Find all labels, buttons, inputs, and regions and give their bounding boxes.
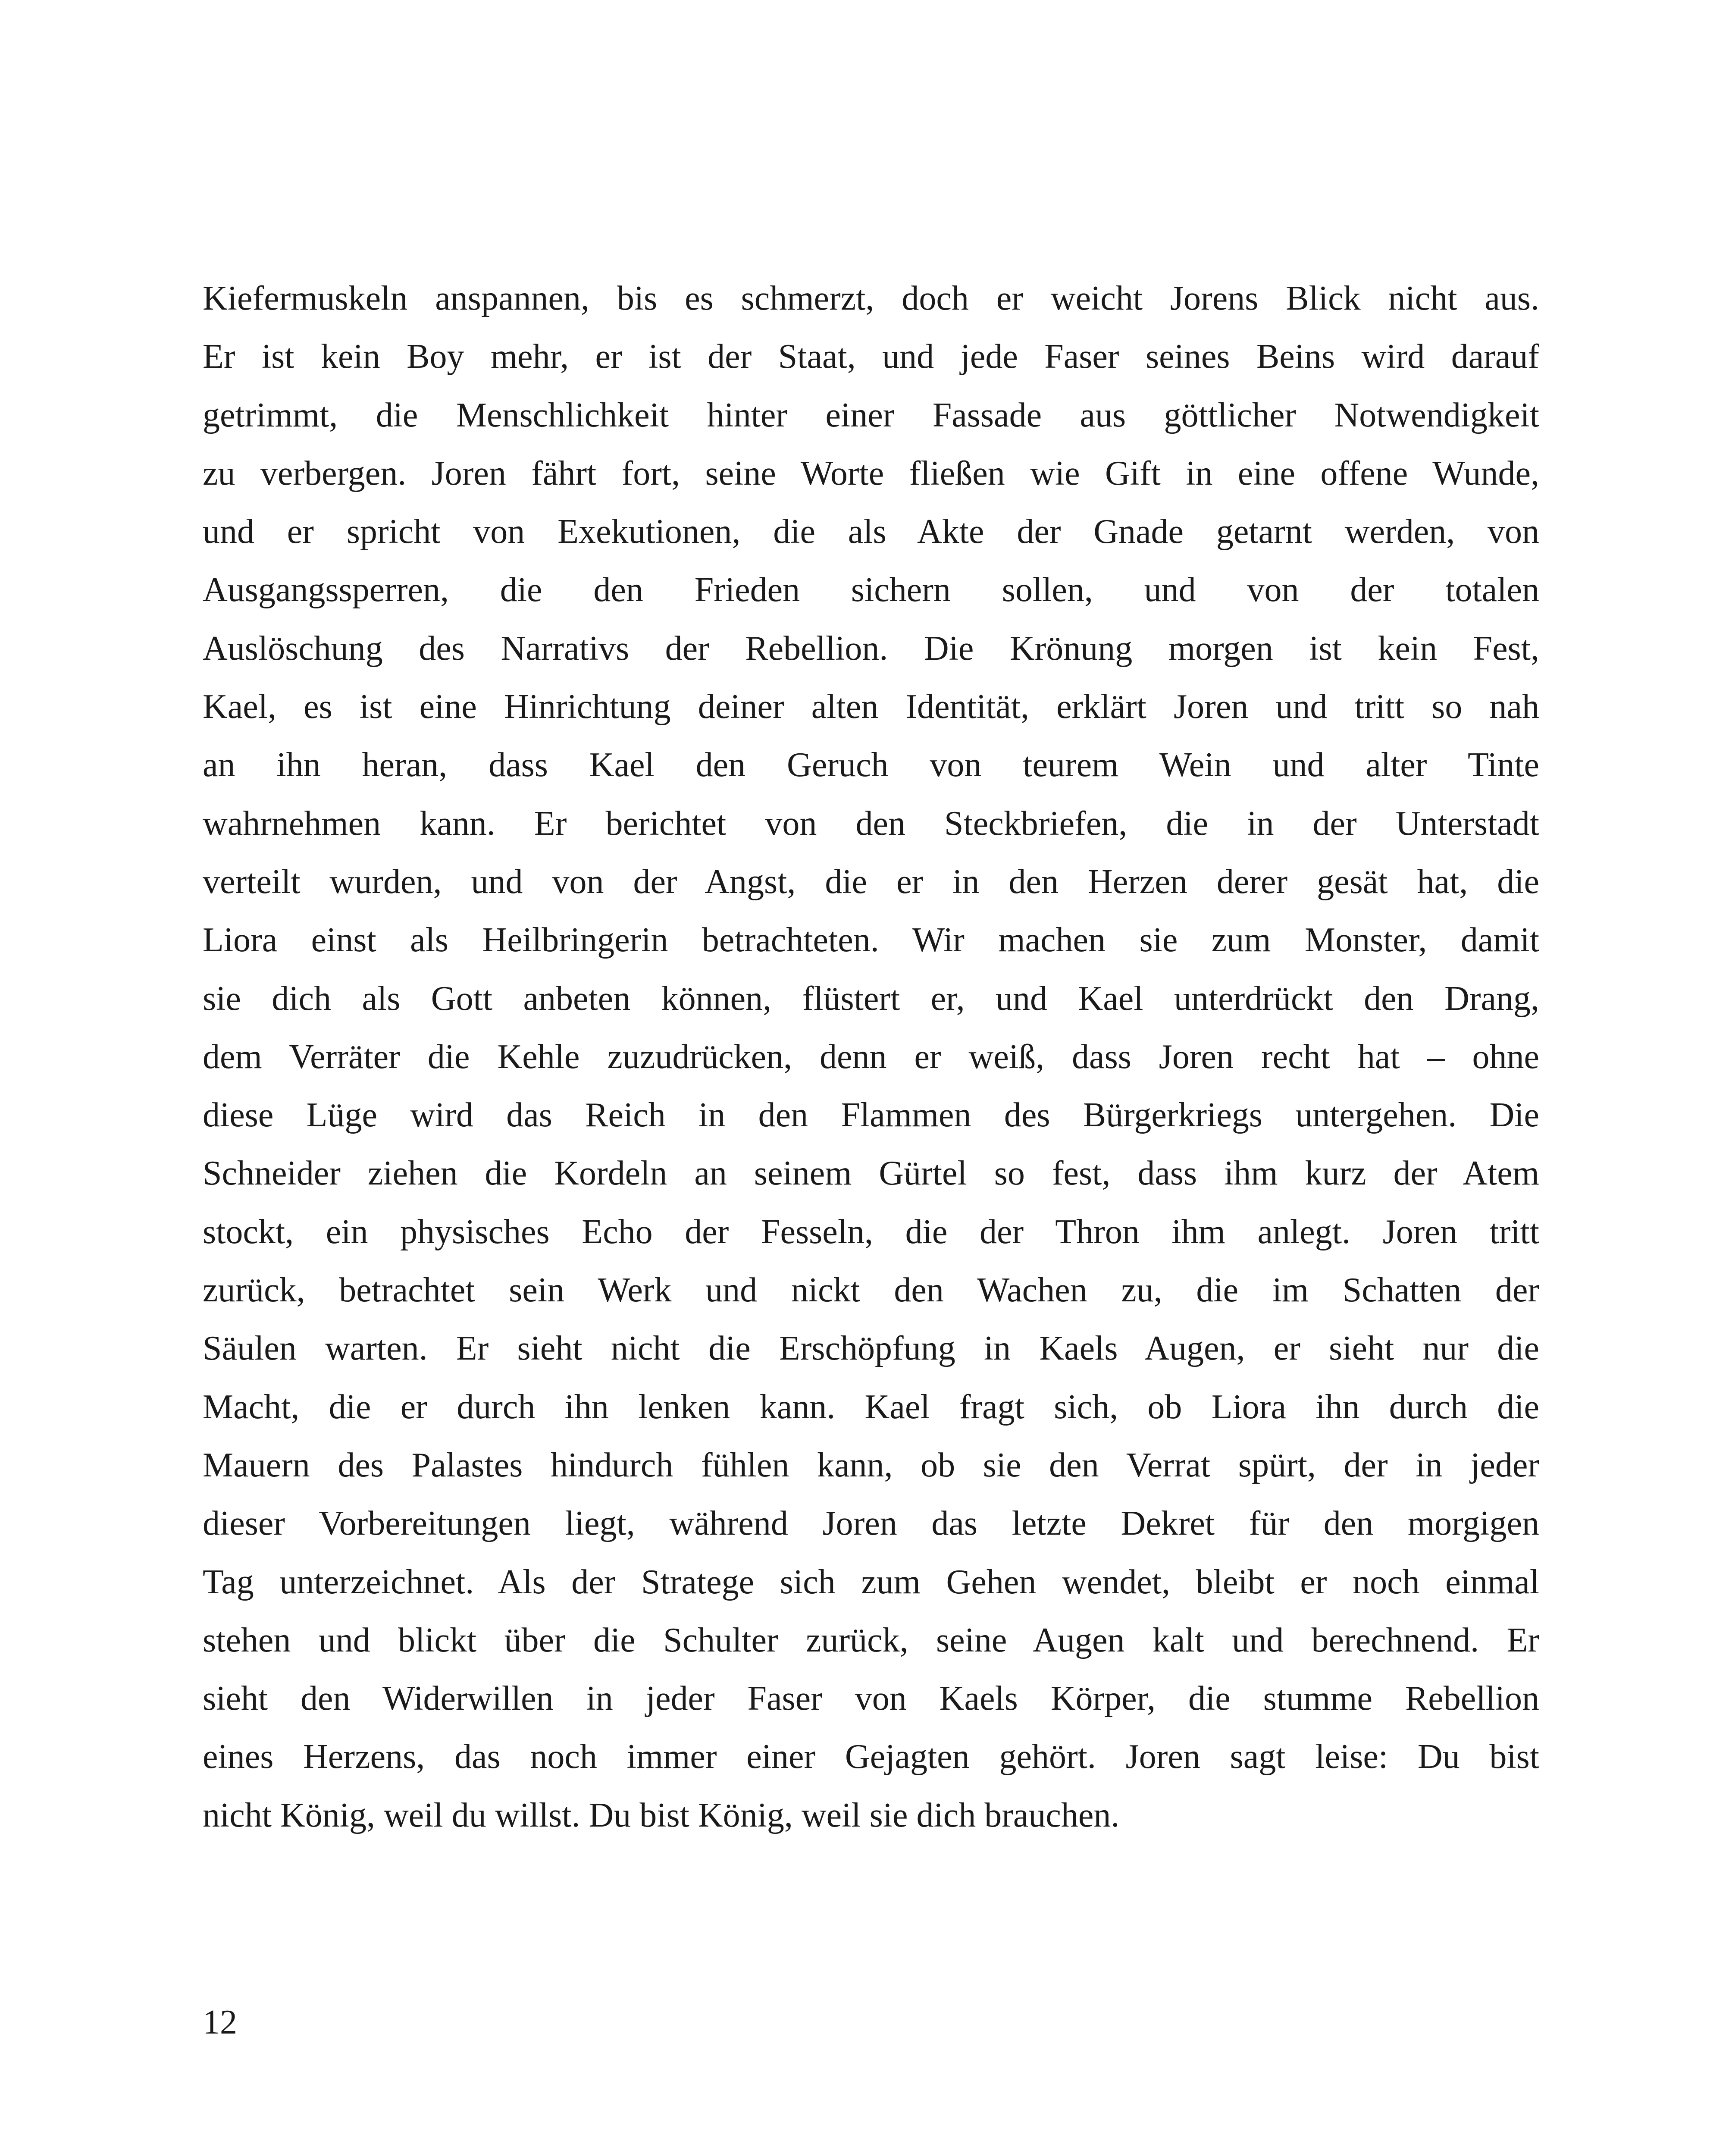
text-line: verteilt wurden, und von der Angst, die er in den Herzen derer gesät hat, die [203,862,1539,901]
text-line: eines Herzens, das noch immer einer Gejagten gehört. Joren sagt leise: Du bist [203,1738,1539,1776]
text-line: Säulen warten. Er sieht nicht die Erschöpfung in Kaels Augen, er sieht nur die [203,1329,1539,1368]
page-number: 12 [203,2003,237,2041]
text-line: Kiefermuskeln anspannen, bis es schmerzt, doch er weicht Jorens Blick nicht aus. [203,279,1539,317]
text-line: stehen und blickt über die Schulter zurück, seine Augen kalt und berechnend. Er [203,1621,1539,1659]
text-line: getrimmt, die Menschlichkeit hinter einer Fassade aus göttlicher Notwendigkeit [203,396,1539,434]
text-line: stockt, ein physisches Echo der Fesseln, die der Thron ihm anlegt. Joren tritt [203,1213,1539,1251]
text-line: Mauern des Palastes hindurch fühlen kann, ob sie den Verrat spürt, der in jeder [203,1446,1539,1484]
text-line: an ihn heran, dass Kael den Geruch von teurem Wein und alter Tinte [203,746,1539,784]
text-line-last: nicht König, weil du willst. Du bist König, weil sie dich brauchen. [203,1796,1120,1834]
text-line: wahrnehmen kann. Er berichtet von den Steckbriefen, die in der Unterstadt [203,804,1539,843]
text-line: Schneider ziehen die Kordeln an seinem Gürtel so fest, dass ihm kurz der Atem [203,1154,1539,1193]
text-line: sie dich als Gott anbeten können, flüstert er, und Kael unterdrückt den Drang, [203,979,1539,1018]
text-line: zu verbergen. Joren fährt fort, seine Worte fließen wie Gift in eine offene Wunde, [203,454,1539,492]
text-line: dem Verräter die Kehle zuzudrücken, denn er weiß, dass Joren recht hat – ohne [203,1037,1539,1076]
text-line: und er spricht von Exekutionen, die als Akte der Gnade getarnt werden, von [203,513,1539,551]
text-line: Liora einst als Heilbringerin betrachteten. Wir machen sie zum Monster, damit [203,921,1539,959]
text-line: diese Lüge wird das Reich in den Flammen des Bürgerkriegs untergehen. Die [203,1096,1539,1134]
text-line: Tag unterzeichnet. Als der Stratege sich zum Gehen wendet, bleibt er noch einmal [203,1563,1539,1601]
text-line: Auslöschung des Narrativs der Rebellion. Die Krönung morgen ist kein Fest, [203,629,1539,667]
body-paragraph [203,270,1539,1845]
text-line: zurück, betrachtet sein Werk und nickt den Wachen zu, die im Schatten der [203,1271,1539,1310]
text-line: dieser Vorbereitungen liegt, während Joren das letzte Dekret für den morgigen [203,1504,1539,1543]
text-line: Kael, es ist eine Hinrichtung deiner alten Identität, erklärt Joren und tritt so nah [203,688,1539,726]
text-line: sieht den Widerwillen in jeder Faser von Kaels Körper, die stumme Rebellion [203,1680,1539,1718]
text-line: Ausgangssperren, die den Frieden sichern sollen, und von der totalen [203,571,1539,609]
text-line: Er ist kein Boy mehr, er ist der Staat, und jede Faser seines Beins wird darauf [203,338,1539,376]
text-line: Macht, die er durch ihn lenken kann. Kael fragt sich, ob Liora ihn durch die [203,1388,1539,1426]
